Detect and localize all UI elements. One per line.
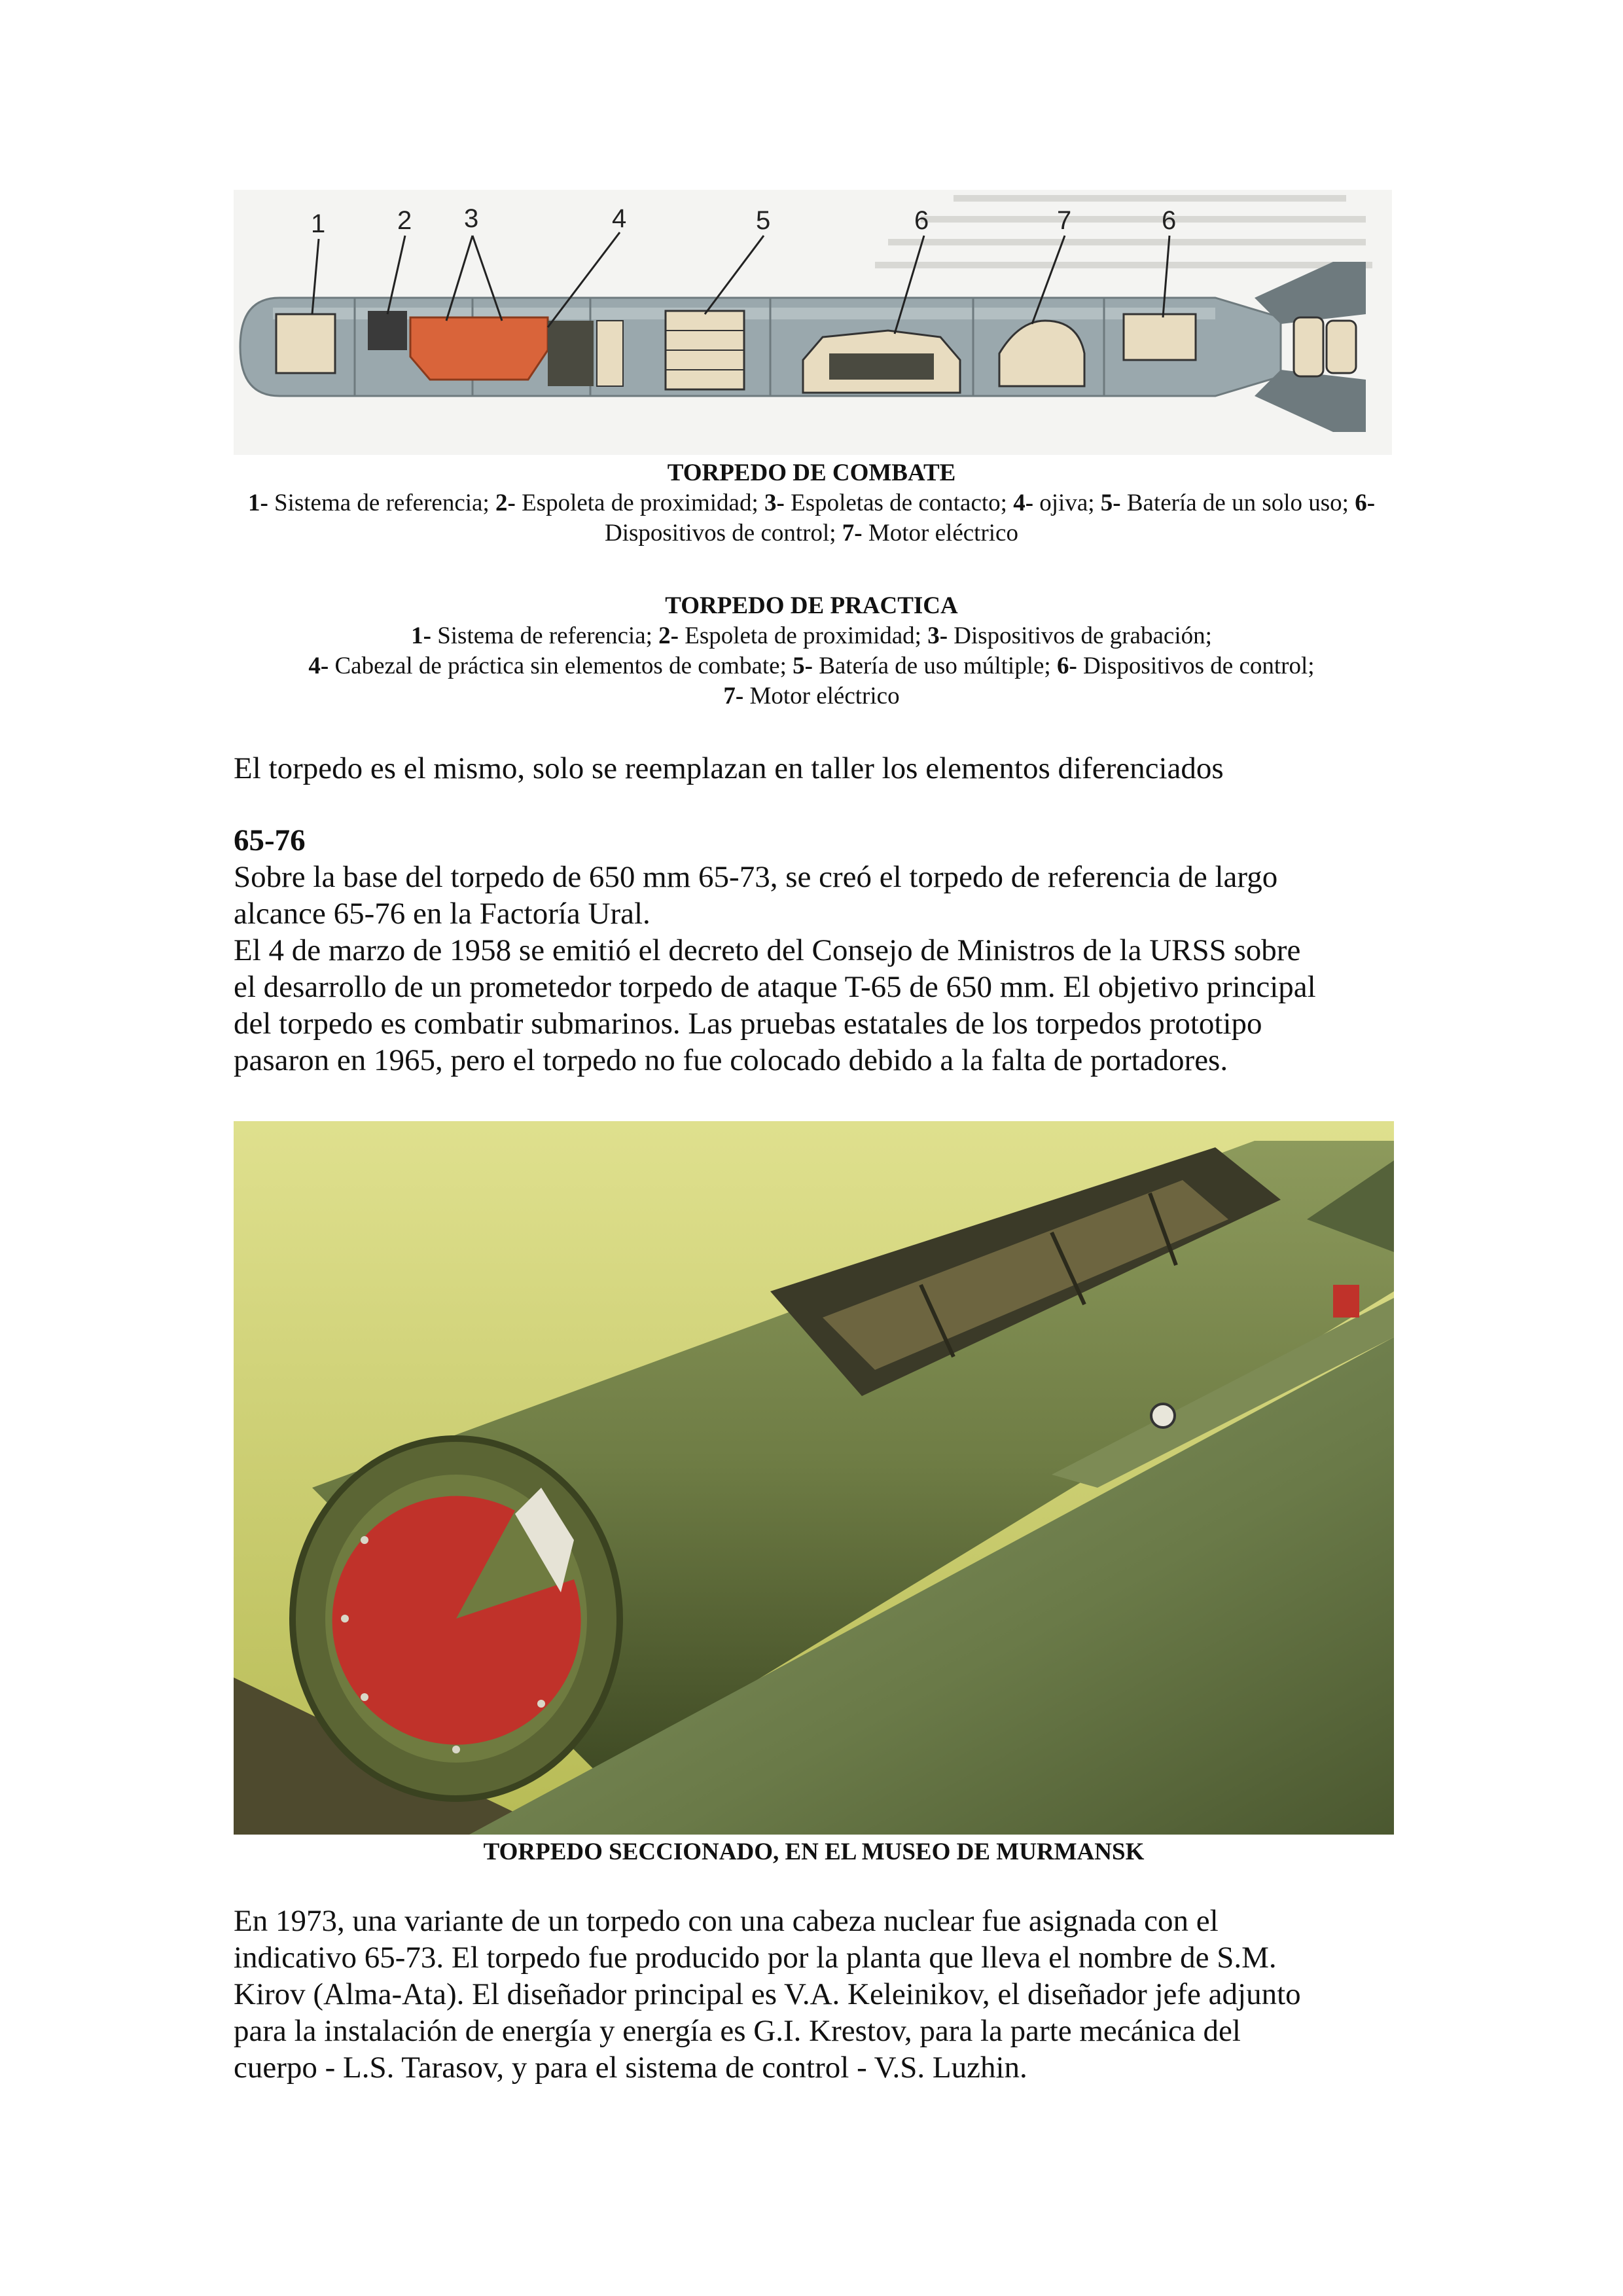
caption-practica-line-1 <box>223 621 1400 651</box>
item-text: Espoletas de contacto; <box>784 490 1014 516</box>
item-text: Cabezal de práctica sin elementos de combate; <box>329 653 793 679</box>
propeller <box>1294 317 1323 376</box>
photo-caption: TORPEDO SECCIONADO, EN EL MUSEO DE MURMANSK <box>483 1839 1145 1865</box>
callout-number: 5 <box>756 206 771 235</box>
museum-torpedo-photo <box>234 1121 1394 1835</box>
callout-number: 1 <box>311 209 326 238</box>
caption-combate-title: TORPEDO DE COMBATE <box>667 459 956 486</box>
warhead <box>410 317 548 380</box>
item-text: Dispositivos de control; <box>605 520 842 547</box>
item-number: 5- <box>793 653 813 679</box>
paragraph-2-line: indicativo 65-73. El torpedo fue producido por la planta que lleva el nombre de S.M. <box>234 1941 1277 1975</box>
item-number: 6- <box>1355 490 1376 516</box>
item-text: Dispositivos de control; <box>1077 653 1315 679</box>
item-number: 7- <box>842 520 863 547</box>
sectioned-torpedo-image <box>234 1121 1394 1835</box>
item-text: Dispositivos de grabación; <box>948 622 1212 649</box>
item-number: 2- <box>658 622 679 649</box>
item-text: Batería de un solo uso; <box>1120 490 1355 516</box>
paragraph-1-line: alcance 65-76 en la Factoría Ural. <box>234 897 651 931</box>
paragraph-2-line: para la instalación de energía y energía es G.I. Krestov, para la parte mecánica del <box>234 2014 1241 2048</box>
paragraph-2-line: Kirov (Alma-Ata). El diseñador principal es V.A. Keleinikov, el diseñador jefe adjunto <box>234 1977 1301 2011</box>
item-number: 1- <box>247 490 268 516</box>
component-1 <box>276 314 335 373</box>
callout-number: 7 <box>1057 206 1072 235</box>
item-text: Sistema de referencia; <box>268 490 495 516</box>
item-text: ojiva; <box>1033 490 1101 516</box>
callout-number: 6 <box>1162 206 1177 235</box>
paragraph-1-line: del torpedo es combatir submarinos. Las pruebas estatales de los torpedos prototipo <box>234 1007 1262 1041</box>
paragraph-1-line: el desarrollo de un prometedor torpedo de ataque T-65 de 650 mm. El objetivo principal <box>234 970 1316 1004</box>
item-text: Batería de uso múltiple; <box>812 653 1057 679</box>
callout-number: 2 <box>397 206 412 235</box>
item-text: Motor eléctrico <box>743 683 900 709</box>
component-6b <box>1124 314 1196 360</box>
item-text: Motor eléctrico <box>862 520 1018 547</box>
component-2 <box>368 311 407 350</box>
caption-practica-line-3 <box>223 681 1400 711</box>
intro-sentence: El torpedo es el mismo, solo se reemplazan en taller los elementos diferenciados <box>234 751 1224 785</box>
item-number: 7- <box>723 683 744 709</box>
caption-combate-line-1 <box>223 488 1400 548</box>
caption-practica-title: TORPEDO DE PRACTICA <box>665 592 958 619</box>
item-number: 2- <box>495 490 516 516</box>
item-text: Espoleta de proximidad; <box>678 622 928 649</box>
caption-practica <box>223 591 1400 711</box>
callout-number: 3 <box>464 204 479 233</box>
torpedo-cutaway-figure <box>234 190 1392 455</box>
item-number: 3- <box>927 622 948 649</box>
item-number: 5- <box>1100 490 1121 516</box>
caption-combate <box>223 458 1400 548</box>
paragraph-1-line: pasaron en 1965, pero el torpedo no fue colocado debido a la falta de portadores. <box>234 1043 1228 1077</box>
paragraph-2-line: En 1973, una variante de un torpedo con una cabeza nuclear fue asignada con el <box>234 1904 1219 1938</box>
torpedo-cutaway-diagram <box>234 190 1392 455</box>
paragraph-1-line: Sobre la base del torpedo de 650 mm 65-73, se creó el torpedo de referencia de largo <box>234 860 1278 894</box>
paragraph-1 <box>234 859 1412 1079</box>
item-number: 1- <box>411 622 431 649</box>
paragraph-1-line: El 4 de marzo de 1958 se emitió el decreto del Consejo de Ministros de la URSS sobre <box>234 933 1301 967</box>
item-number: 3- <box>764 490 785 516</box>
callout-number: 6 <box>914 206 929 235</box>
caption-practica-line-2 <box>223 651 1400 681</box>
component-4 <box>548 321 594 386</box>
callout-number: 4 <box>612 204 627 233</box>
item-text: Espoleta de proximidad; <box>515 490 765 516</box>
item-number: 4- <box>308 653 329 679</box>
item-number: 6- <box>1056 653 1077 679</box>
item-text: Sistema de referencia; <box>431 622 659 649</box>
section-heading: 65-76 <box>234 823 306 857</box>
paragraph-2-line: cuerpo - L.S. Tarasov, y para el sistema de control - V.S. Luzhin. <box>234 2051 1027 2085</box>
paragraph-2 <box>234 1903 1412 2086</box>
item-number: 4- <box>1013 490 1034 516</box>
